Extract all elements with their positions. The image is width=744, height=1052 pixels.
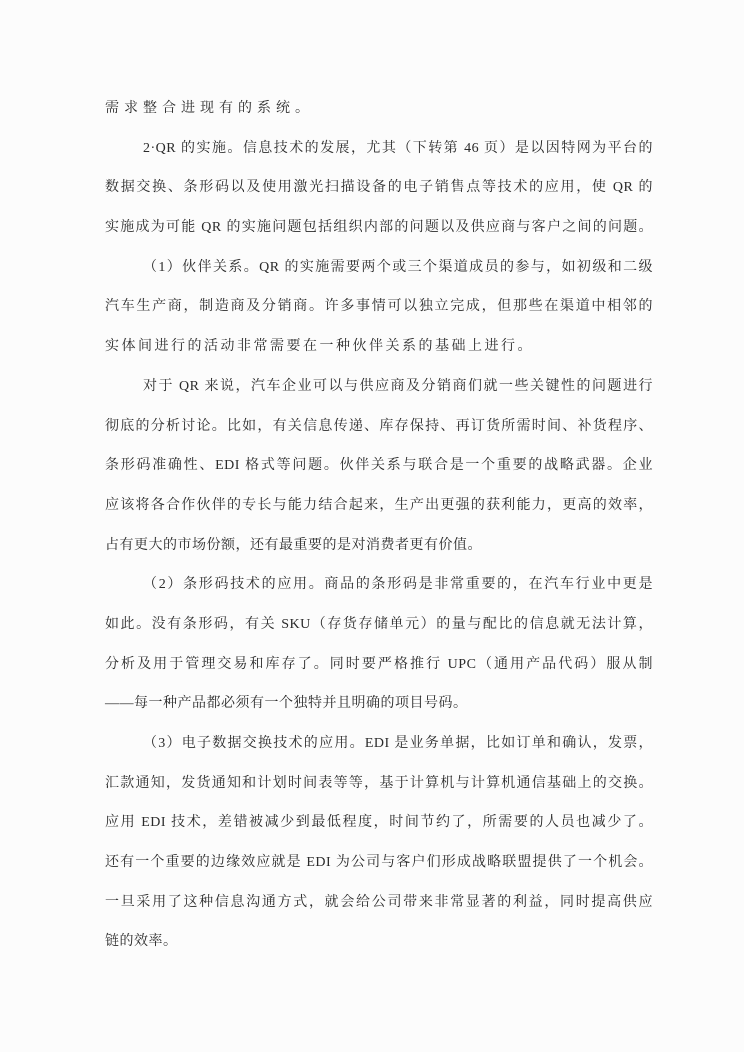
text-line: 一旦采用了这种信息沟通方式，就会给公司带来非常显著的利益，同时提高供应 [105,894,653,910]
text-line: 对于 QR 来说，汽车企业可以与供应商及分销商们就一些关键性的问题进行 [143,378,653,394]
text-line: 汽车生产商，制造商及分销商。许多事情可以独立完成，但那些在渠道中相邻的 [105,299,653,315]
text-line: 应用 EDI 技术，差错被减少到最低程度，时间节约了，所需要的人员也减少了。 [105,815,653,831]
text-line: 彻底的分析讨论。比如，有关信息传递、库存保持、再订货所需时间、补货程序、 [105,418,653,434]
text-line: ——每一种产品都必须有一个独特并且明确的项目号码。 [105,696,468,712]
text-line: 实施成为可能 QR 的实施问题包括组织内部的问题以及供应商与客户之间的问题。 [105,220,653,236]
text-line: （3）电子数据交换技术的应用。EDI 是业务单据，比如订单和确认，发票， [143,736,653,751]
text-line: 还有一个重要的边缘效应就是 EDI 为公司与客户们形成战略联盟提供了一个机会。 [105,855,653,871]
text-line: 数据交换、条形码以及使用激光扫描设备的电子销售点等技术的应用，使 QR 的 [105,180,653,196]
text-line: （1）伙伴关系。QR 的实施需要两个或三个渠道成员的参与，如初级和二级 [143,259,653,275]
text-line: 占有更大的市场份额，还有最重要的是对消费者更有价值。 [105,537,482,553]
text-line: 分析及用于管理交易和库存了。同时要严格推行 UPC（通用产品代码）服从制 [105,656,653,672]
text-line: 汇款通知，发货通知和计划时间表等等，基于计算机与计算机通信基础上的交换。 [105,775,653,791]
text-line: 条形码准确性、EDI 格式等问题。伙伴关系与联合是一个重要的战略武器。企业 [105,458,653,474]
text-line: 2·QR 的实施。信息技术的发展，尤其（下转第 46 页）是以因特网为平台的 [143,140,653,156]
text-block [105,89,653,962]
text-line: 需求整合进现有的系统。 [105,101,314,116]
text-line: （2）条形码技术的应用。商品的条形码是非常重要的，在汽车行业中更是 [143,577,653,593]
text-line: 链的效率。 [105,934,178,950]
text-line: 实体间进行的活动非常需要在一种伙伴关系的基础上进行。 [105,339,534,355]
text-line: 如此。没有条形码，有关 SKU（存货存储单元）的量与配比的信息就无法计算， [105,616,653,632]
text-line: 应该将各合作伙伴的专长与能力结合起来，生产出更强的获利能力，更高的效率， [105,497,653,513]
